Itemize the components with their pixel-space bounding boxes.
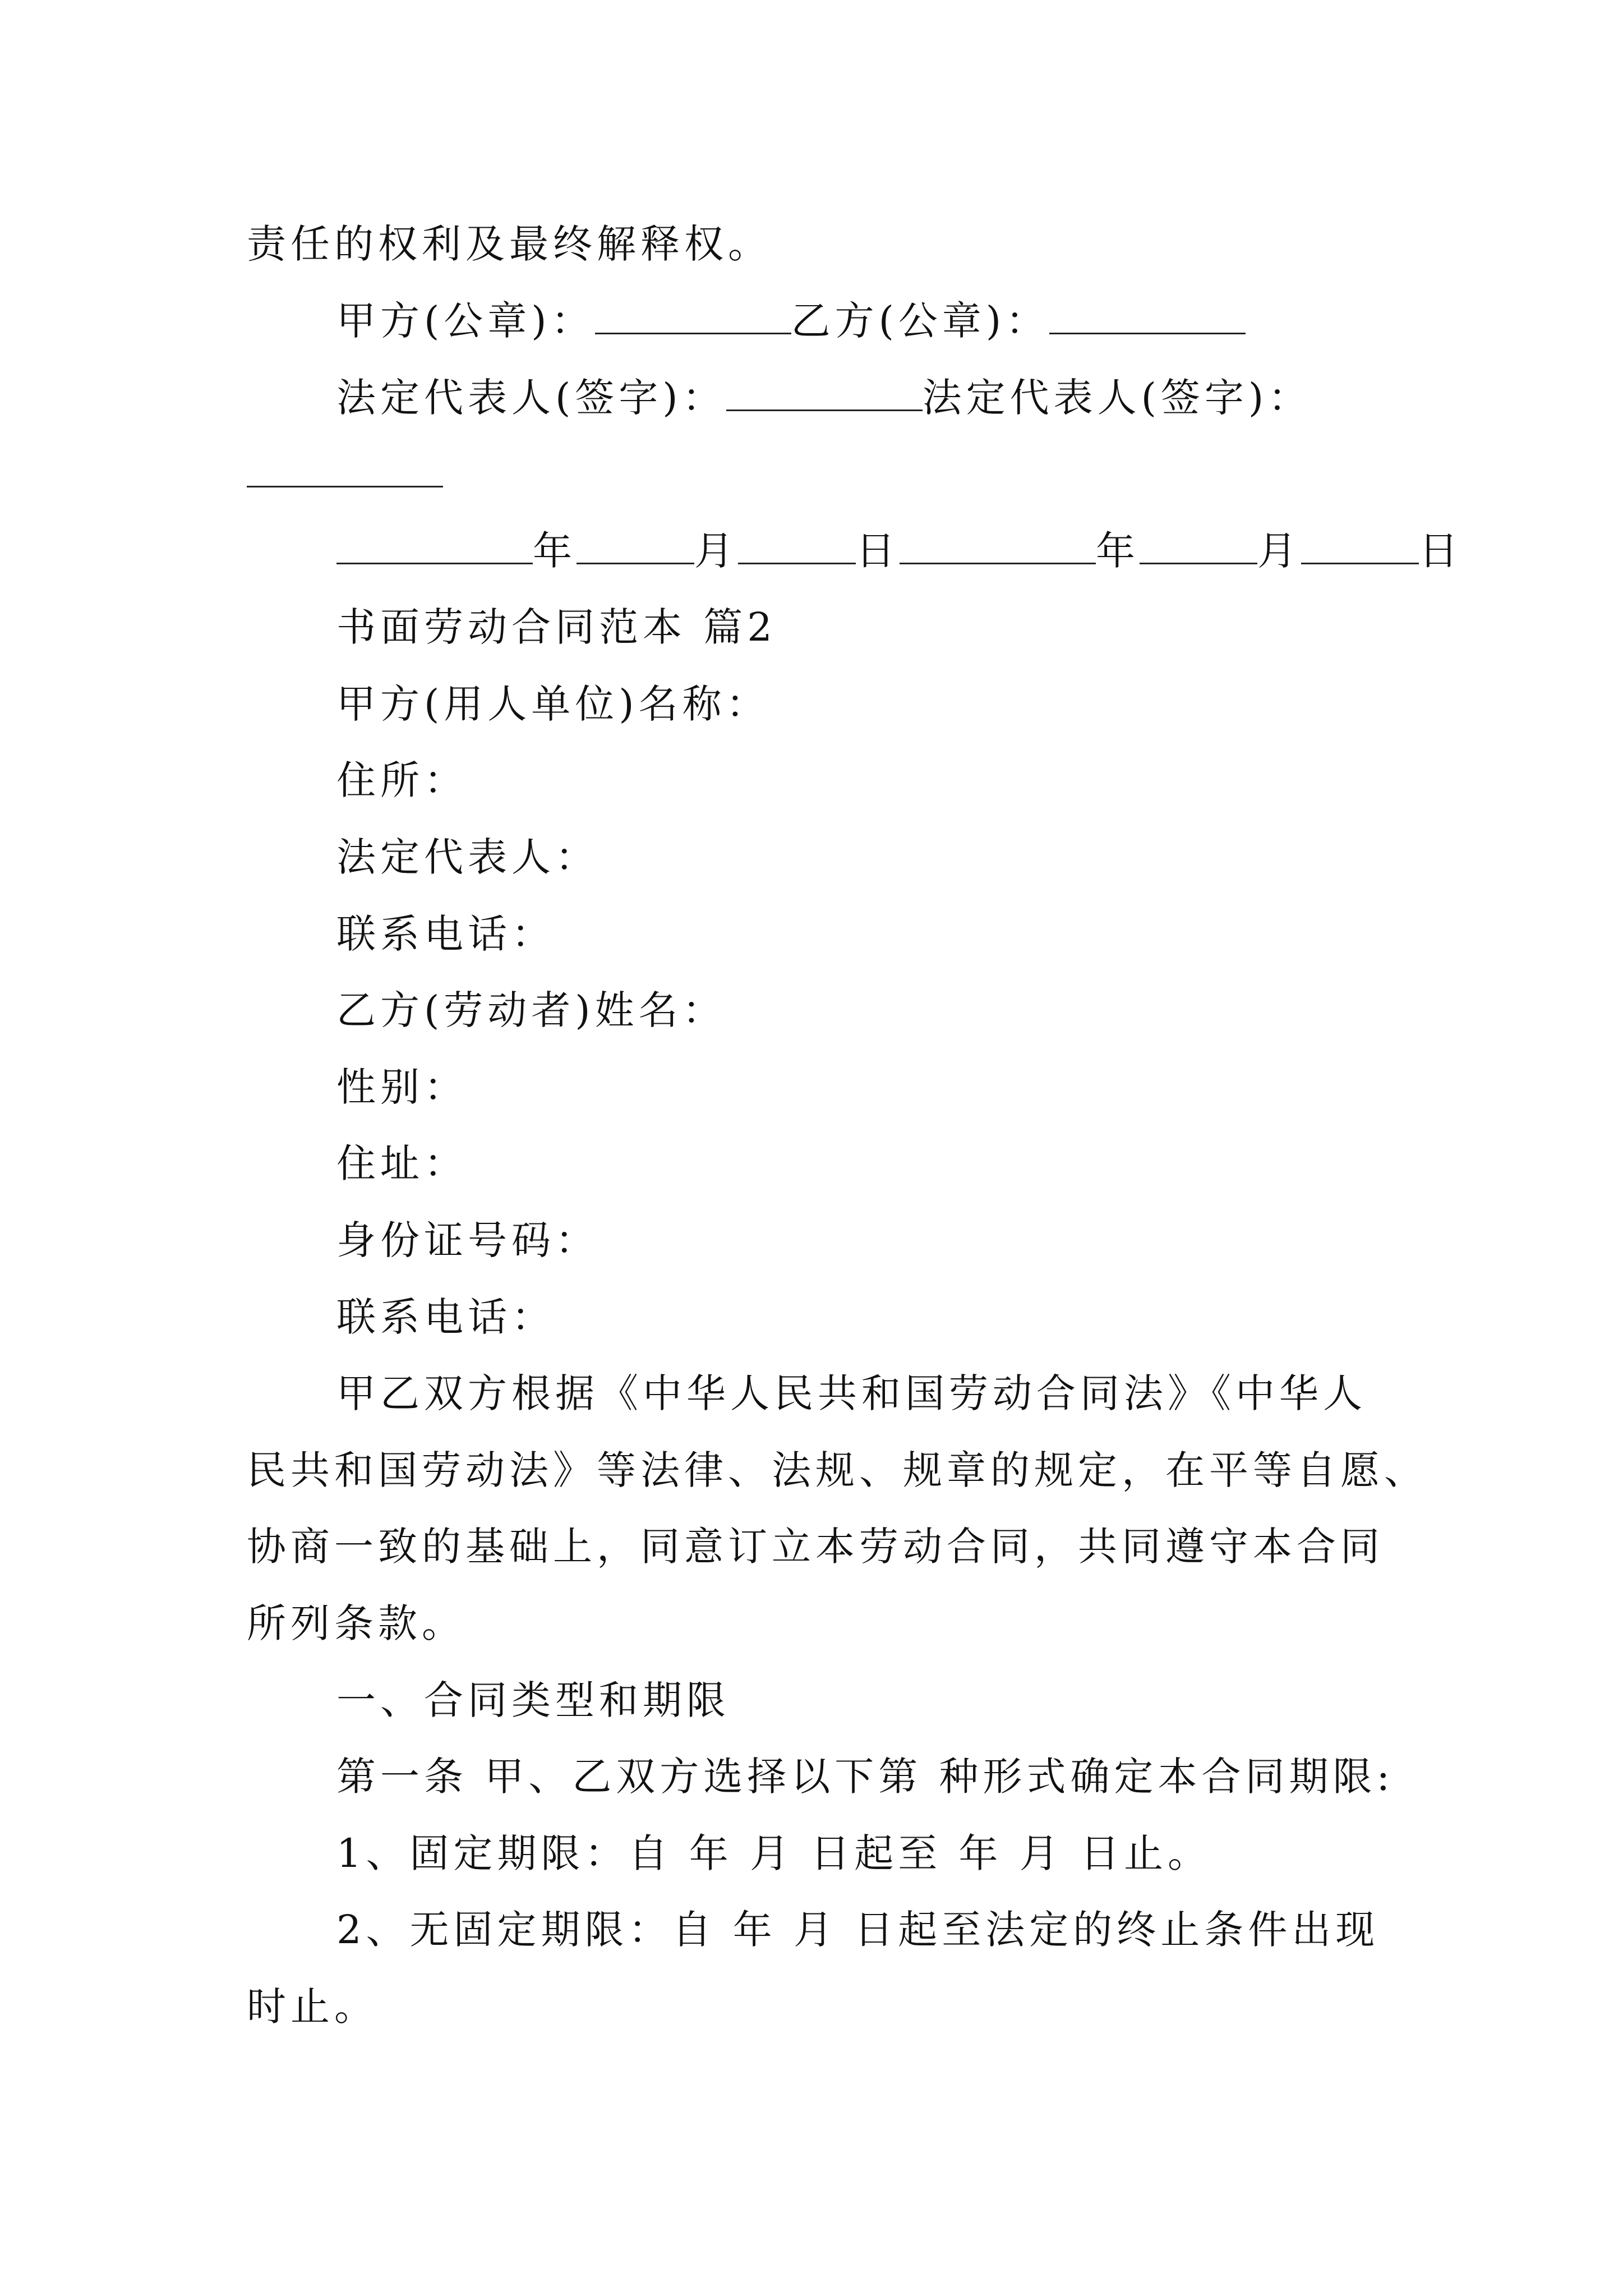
month-label: 月	[694, 528, 738, 574]
item-line: 1、固定期限：自 年 月 日起至 年 月 日止。	[336, 1830, 1212, 1876]
blank-underline	[595, 298, 791, 334]
item-line: 2、无固定期限：自 年 月 日起至法定的终止条件出现	[336, 1907, 1380, 1953]
field-employer-name: 甲方(用人单位)名称：	[336, 681, 770, 727]
legal-rep-a-label: 法定代表人(签字)：	[336, 375, 726, 421]
field-employee-name: 乙方(劳动者)姓名：	[336, 987, 726, 1033]
field-gender: 性别：	[336, 1064, 468, 1110]
field-legal-rep: 法定代表人：	[336, 834, 599, 880]
signature-seal-line	[336, 296, 1246, 346]
signature-date-line	[336, 526, 1463, 576]
day-label: 日	[856, 528, 900, 574]
blank-underline	[247, 451, 443, 487]
party-a-seal-label: 甲方(公章)：	[336, 298, 595, 344]
blank-underline	[1140, 528, 1257, 564]
day-label: 日	[1419, 528, 1463, 574]
intro-line: 民共和国劳动法》等法律、法规、规章的规定，在平等自愿、	[247, 1447, 1428, 1493]
signature-rep-line	[336, 372, 1312, 423]
blank-underline	[900, 528, 1096, 564]
blank-underline	[726, 375, 923, 411]
intro-line: 所列条款。	[247, 1600, 465, 1646]
field-id-number: 身份证号码：	[336, 1217, 599, 1263]
intro-line: 协商一致的基础上，同意订立本劳动合同，共同遵守本合同	[247, 1524, 1384, 1570]
field-phone-a: 联系电话：	[336, 911, 555, 957]
intro-line: 甲乙双方根据《中华人民共和国劳动合同法》《中华人	[336, 1370, 1367, 1416]
field-phone-b: 联系电话：	[336, 1294, 555, 1340]
year-label: 年	[1096, 528, 1140, 574]
signature-rep-wrap-line	[247, 449, 443, 499]
month-label: 月	[1257, 528, 1301, 574]
blank-underline	[577, 528, 694, 564]
blank-underline	[336, 528, 533, 564]
blank-underline	[738, 528, 856, 564]
article-line: 第一条 甲、乙双方选择以下第 种形式确定本合同期限:	[336, 1754, 1395, 1800]
section-title: 书面劳动合同范本 篇2	[336, 604, 777, 650]
party-b-seal-label: 乙方(公章)：	[791, 298, 1050, 344]
field-address: 住所：	[336, 757, 468, 803]
blank-underline	[1049, 298, 1246, 334]
blank-underline	[1301, 528, 1419, 564]
chapter-heading: 一、合同类型和期限	[336, 1677, 730, 1723]
year-label: 年	[533, 528, 577, 574]
field-home-address: 住址：	[336, 1140, 468, 1186]
paragraph-line: 责任的权利及最终解释权。	[247, 221, 772, 267]
legal-rep-b-label: 法定代表人(签字)：	[922, 375, 1312, 421]
item-line: 时止。	[247, 1984, 378, 2030]
